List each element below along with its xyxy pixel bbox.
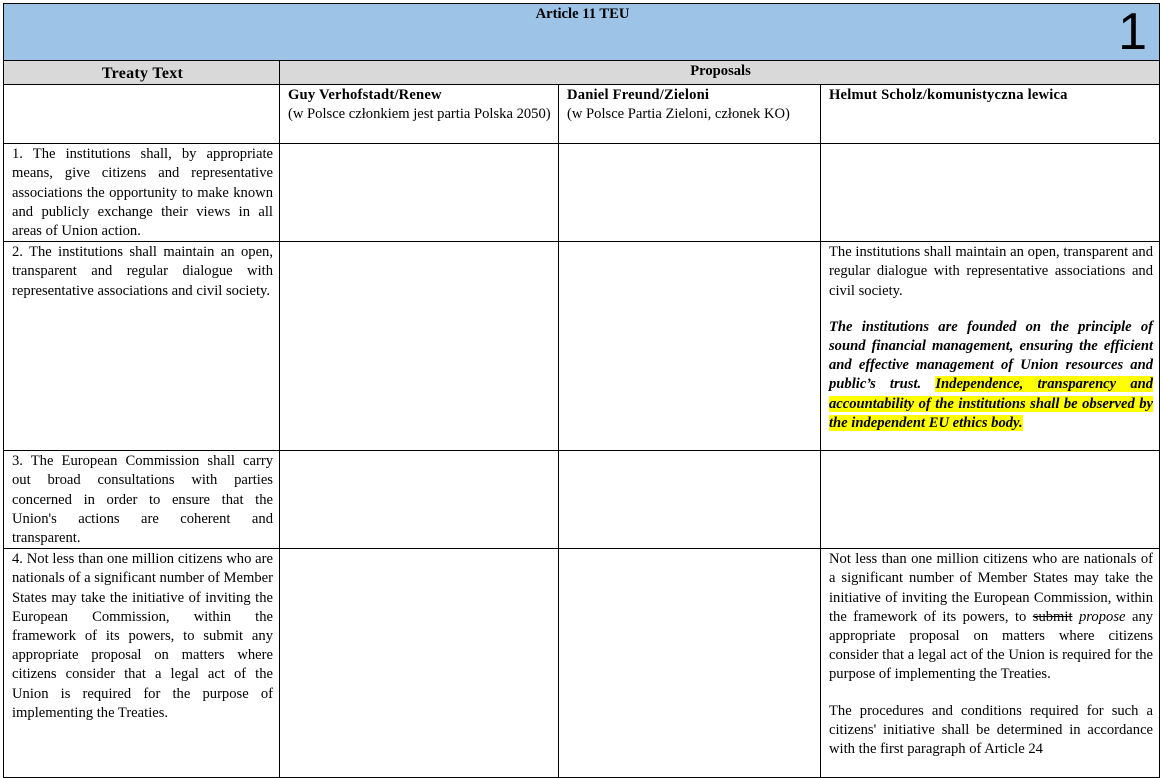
scholz-proposal-1 xyxy=(821,144,1160,242)
freund-proposal-3 xyxy=(559,451,821,549)
proposer-note: (w Polsce Partia Zieloni, członek KO) xyxy=(567,106,790,123)
scholz-proposal-3 xyxy=(821,451,1160,549)
proposer-freund xyxy=(559,85,821,144)
proposer-name: Guy Verhofstadt/Renew xyxy=(288,87,442,104)
treaty-text-header: Treaty Text xyxy=(4,61,280,85)
proposals-header: Proposals xyxy=(280,61,1160,85)
freund-proposal-1 xyxy=(559,144,821,242)
empty-cell xyxy=(4,85,280,144)
treaty-paragraph-4: 4. Not less than one million citizens who are nationals of a significant number of Member States may take the initiative of inviting the European Commission, within the framework of its powers, to submit any appropriate proposal on matters where citizens consider that a legal act of the Union is required for the purpose of implementing the Treaties. xyxy=(4,549,280,778)
freund-proposal-4 xyxy=(559,549,821,778)
article-title-cell xyxy=(4,4,1160,61)
freund-proposal-2 xyxy=(559,242,821,451)
treaty-paragraph-3: 3. The European Commission shall carry out broad consultations with parties concerned in order to ensure that the Union's actions are coherent and transparent. xyxy=(4,451,280,549)
scholz-proposal-4 xyxy=(821,549,1160,778)
treaty-paragraph-1: 1. The institutions shall, by appropriate means, give citizens and representative associations the opportunity to make known and publicly exchange their views in all areas of Union action. xyxy=(4,144,280,242)
verhofstadt-proposal-2 xyxy=(280,242,559,451)
inserted-text: propose xyxy=(1079,608,1126,625)
proposer-note: (w Polsce członkiem jest partia Polska 2050) xyxy=(288,106,551,123)
scholz-proposal-2 xyxy=(821,242,1160,451)
proposer-name: Daniel Freund/Zieloni xyxy=(567,87,710,104)
verhofstadt-proposal-3 xyxy=(280,451,559,549)
proposer-scholz xyxy=(821,85,1160,144)
verhofstadt-proposal-4 xyxy=(280,549,559,778)
struck-text: submit xyxy=(1032,608,1073,625)
scholz-p2-amendment: The institutions are founded on the principle of sound financial management, ensuring the efficient and effective management of Union resources and public’s trust. Independence, transparency and accountability of the institutions shall be observed by the independent EU ethics body. xyxy=(829,318,1154,431)
scholz-p4-procedures: The procedures and conditions required for such a citizens' initiative shall be determined in accordance with the first paragraph of Article 24 xyxy=(829,702,1154,758)
proposer-name: Helmut Scholz/komunistyczna lewica xyxy=(829,87,1068,104)
page-number: 1 xyxy=(1118,3,1148,61)
highlighted-text: Independence, transparency and accountability of the institutions shall be observed by the independent EU ethics body. xyxy=(829,376,1154,431)
article-table xyxy=(3,3,1160,778)
scholz-p2-text: The institutions shall maintain an open, transparent and regular dialogue with representative associations and civil society. xyxy=(829,244,1154,299)
proposer-verhofstadt xyxy=(280,85,559,144)
verhofstadt-proposal-1 xyxy=(280,144,559,242)
article-title: Article 11 TEU xyxy=(535,6,630,22)
scholz-p4-text: Not less than one million citizens who are nationals of a significant number of Member States may take the initiative of inviting the European Commission, within the framework of its powers, to submit propose any appropriate proposal on matters where citizens consider that a legal act of the Union is required for the purpose of implementing the Treaties. xyxy=(829,551,1154,683)
treaty-paragraph-2: 2. The institutions shall maintain an open, transparent and regular dialogue with representative associations and civil society. xyxy=(4,242,280,451)
